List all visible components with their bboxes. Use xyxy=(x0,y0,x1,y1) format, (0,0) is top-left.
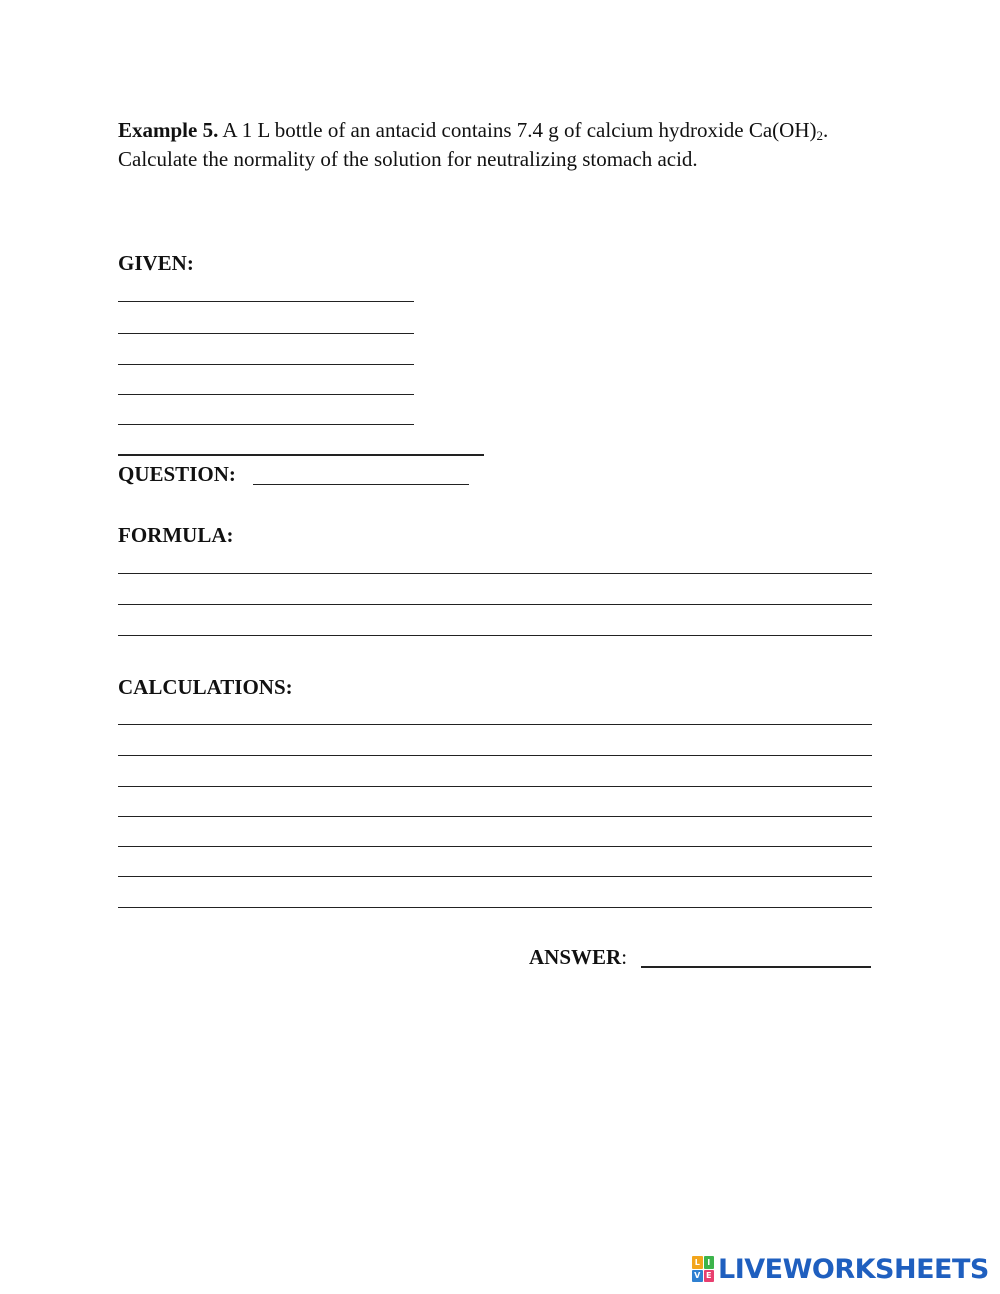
calculations-answer-line-4[interactable] xyxy=(118,816,872,817)
logo-tile-1: L xyxy=(692,1256,703,1269)
given-answer-line-2[interactable] xyxy=(118,333,414,334)
question-label: QUESTION: xyxy=(118,462,236,486)
given-answer-line-5[interactable] xyxy=(118,424,414,425)
problem-line-1 xyxy=(118,116,898,145)
problem-statement xyxy=(118,116,898,174)
calculations-label: CALCULATIONS: xyxy=(118,675,293,699)
final-answer-line[interactable] xyxy=(641,966,871,968)
calculations-answer-line-2[interactable] xyxy=(118,755,872,756)
formula-label: FORMULA: xyxy=(118,523,234,547)
problem-line-2: Calculate the normality of the solution for neutralizing stomach acid. xyxy=(118,147,698,171)
calculations-answer-line-3[interactable] xyxy=(118,786,872,787)
calculations-answer-line-6[interactable] xyxy=(118,876,872,877)
formula-subscript: 2 xyxy=(816,128,823,143)
answer-label xyxy=(529,945,627,969)
liveworksheets-logo-icon xyxy=(692,1256,714,1282)
liveworksheets-brand xyxy=(692,1253,989,1285)
example-label: Example 5. xyxy=(118,118,219,142)
formula-answer-line-2[interactable] xyxy=(118,604,872,605)
given-answer-line-1[interactable] xyxy=(118,301,414,302)
calculations-answer-line-5[interactable] xyxy=(118,846,872,847)
problem-text: A 1 L bottle of an antacid contains 7.4 g of calcium hydroxide Ca(OH) xyxy=(218,118,817,142)
given-label: GIVEN: xyxy=(118,251,194,275)
calculations-answer-line-7[interactable] xyxy=(118,907,872,908)
question-answer-line[interactable] xyxy=(253,484,469,485)
calculations-answer-line-1[interactable] xyxy=(118,724,872,725)
given-answer-line-3[interactable] xyxy=(118,364,414,365)
brand-name: LIVEWORKSHEETS xyxy=(718,1253,989,1285)
logo-tile-4: E xyxy=(704,1270,715,1283)
logo-tile-3: V xyxy=(692,1270,703,1283)
formula-answer-line-3[interactable] xyxy=(118,635,872,636)
answer-label-text: ANSWER xyxy=(529,945,622,969)
answer-colon: : xyxy=(621,945,628,969)
problem-period: . xyxy=(823,118,829,142)
given-answer-line-6[interactable] xyxy=(118,454,484,456)
logo-tile-2: I xyxy=(704,1256,715,1269)
formula-answer-line-1[interactable] xyxy=(118,573,872,574)
given-answer-line-4[interactable] xyxy=(118,394,414,395)
